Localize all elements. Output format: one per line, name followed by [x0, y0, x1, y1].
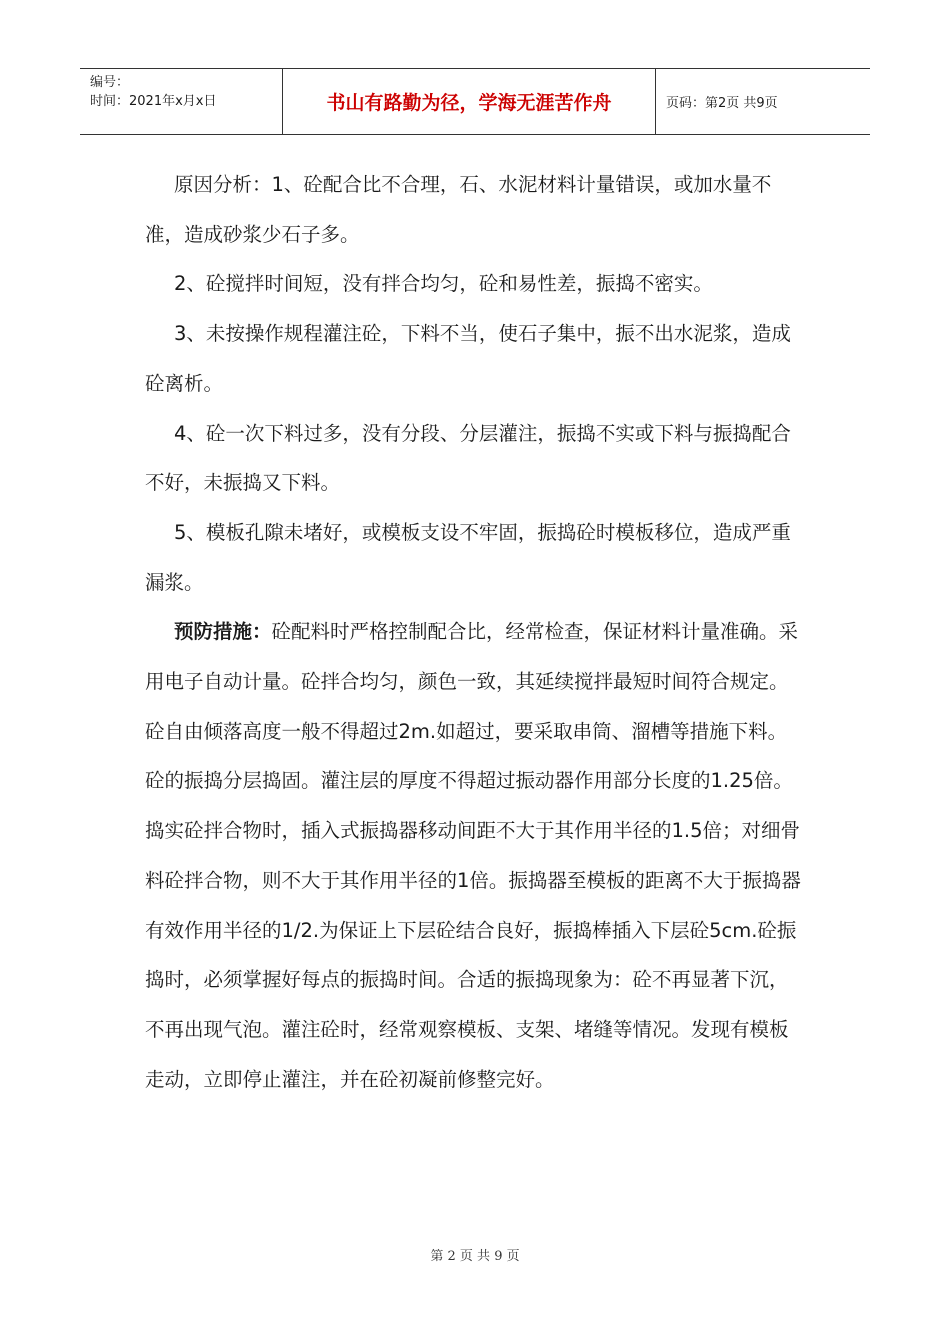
document-body [145, 160, 805, 1104]
time-label: 时间：2021年x月x日 [90, 94, 217, 109]
prevention-label: 预防措施： [174, 620, 272, 644]
cause-paragraph-3: 3、未按操作规程灌注砼，下料不当，使石子集中，振不出水泥浆，造成砼离析。 [145, 322, 791, 395]
header-meta [80, 69, 282, 134]
prevention-text: 砼配料时严格控制配合比，经常检查，保证材料计量准确。采用电子自动计量。砼拌合均匀，颜色一致，其延续搅拌最短时间符合规定。砼自由倾落高度一般不得超过2m.如超过，要采取串筒、溜槽等措施下料。砼的振捣分层捣固。灌注层的厚度不得超过振动器作用部分长度的1.25倍。捣实砼拌合物时，插入式振捣器移动间距不大于其作用半径的1.5倍；对细骨料砼拌合物，则不大于其作用半径的1倍。振捣器至模板的距离不大于振捣器有效作用半径的1/2.为保证上下层砼结合良好，振捣棒插入下层砼5cm.砼振捣时，必须掌握好每点的振捣时间。合适的振捣现象为：砼不再显著下沉，不再出现气泡。灌注砼时，经常观察模板、支架、堵缝等情况。发现有模板走动，立即停止灌注，并在砼初凝前修整完好。 [145, 620, 801, 1091]
cause-paragraph-2: 2、砼搅拌时间短，没有拌合均匀，砼和易性差，振捣不密实。 [174, 272, 713, 296]
header-page-info: 页码：第2页 共9页 [666, 96, 778, 111]
cause-paragraph-1: 原因分析：1、砼配合比不合理，石、水泥材料计量错误，或加水量不准，造成砂浆少石子多。 [145, 173, 772, 246]
page-header [80, 68, 870, 135]
prevention-paragraph [145, 607, 805, 1104]
cause-paragraph-4: 4、砼一次下料过多，没有分段、分层灌注，振捣不实或下料与振捣配合不好，未振捣又下料。 [145, 421, 791, 495]
header-motto: 书山有路勤为径，学海无涯苦作舟 [282, 69, 656, 134]
code-label: 编号： [90, 75, 130, 90]
page-footer: 第 2 页 共 9 页 [430, 1249, 520, 1264]
cause-paragraph-5: 5、模板孔隙未堵好，或模板支设不牢固，振捣砼时模板移位，造成严重漏浆。 [145, 520, 791, 594]
